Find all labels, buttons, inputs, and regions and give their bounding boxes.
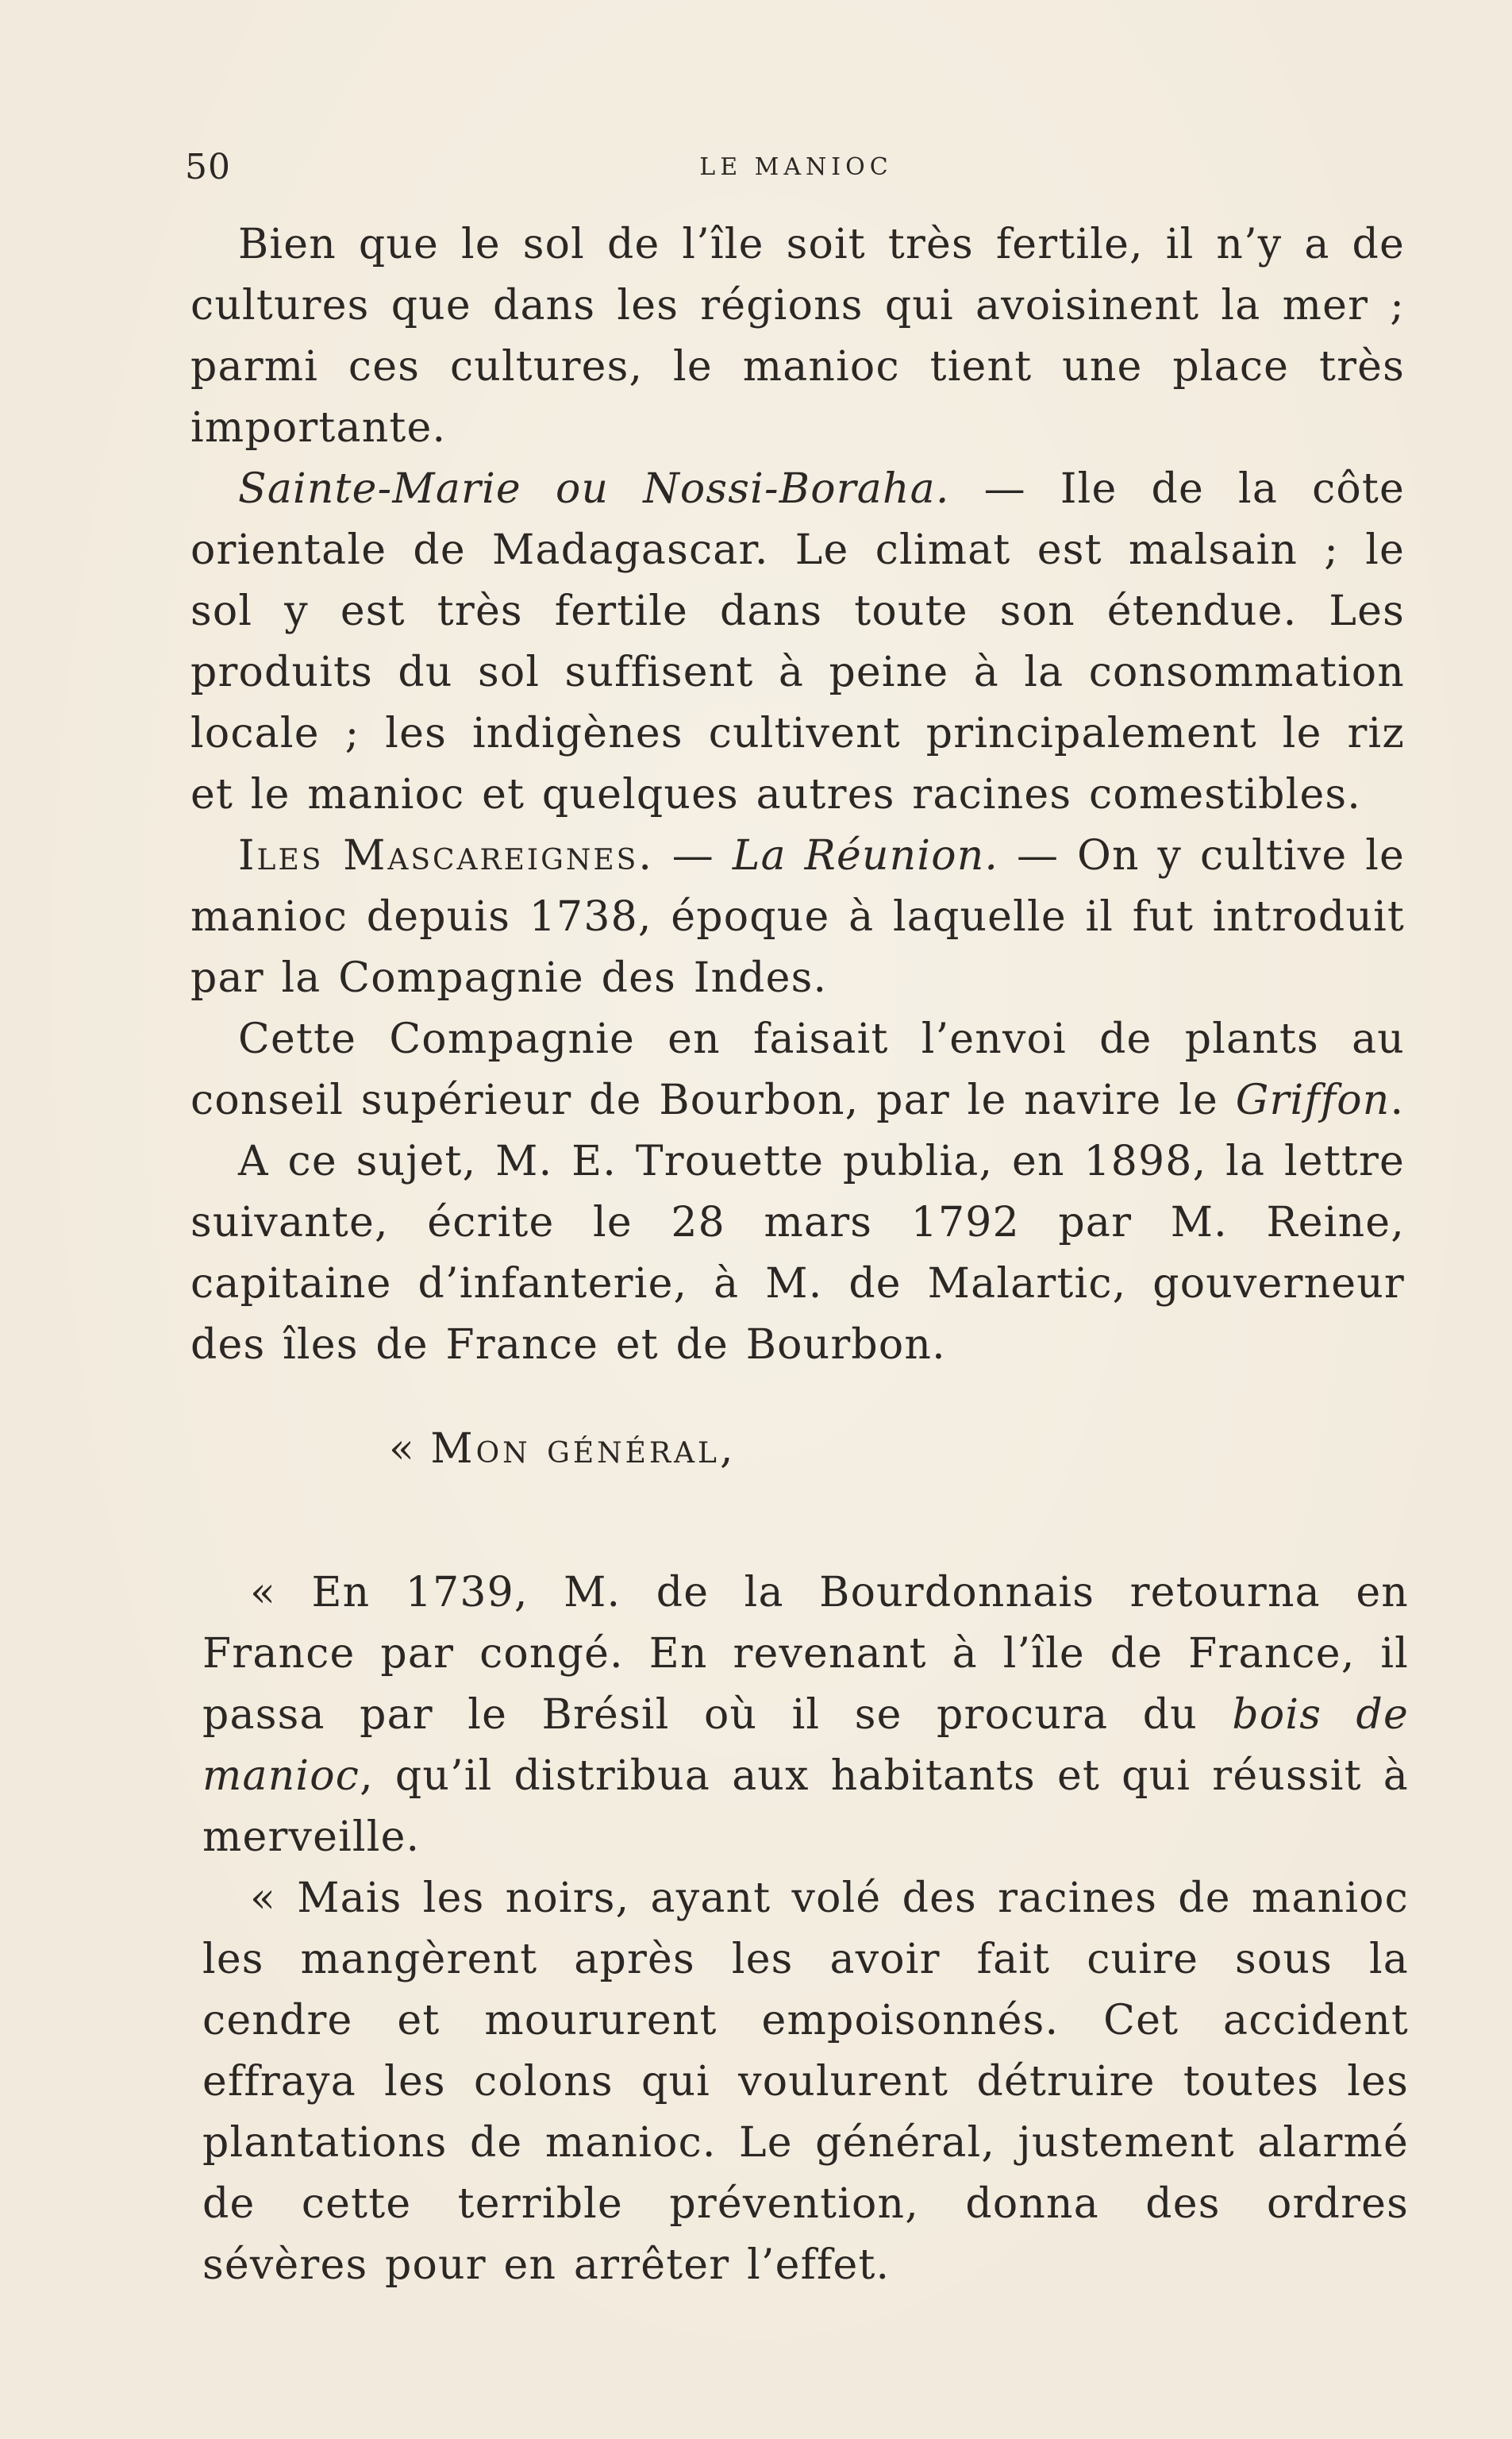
salutation-text: Mon général, [430,1425,737,1473]
letter-paragraph-bourdonnais-start: « En 1739, M. de la Bourdonnais retourna en France par congé. En revenant à l’île de France, il passa par le Brésil où il se procura du [202,1569,1409,1739]
period: . [1390,1077,1405,1124]
ship-name: Griffon [1235,1077,1391,1124]
running-title: LE MANIOC [699,153,893,181]
paragraph-compagnie [190,1009,1405,1131]
paragraph-trouette: A ce sujet, M. E. Trouette publia, en 1898, la lettre suivante, écrite le 28 mars 1792 par M. Reine, capitaine d’infanterie, à M. de Malartic, gouverneur des îles de France et de Bourbon. [190,1138,1405,1369]
paragraph-sainte-marie-text: — Ile de la côte orientale de Madagascar. Le climat est malsain ; le sol y est très fertile dans toute son étendue. Les produits du sol suffisent à peine à la consommation locale ; les indigènes cultivent principalement le riz et le manioc et quelques autres racines comestibles. [190,465,1405,819]
page-number: 50 [185,147,231,187]
paragraph-island-cultures: Bien que le sol de l’île soit très fertile, il n’y a de cultures que dans les régions qui avoisinent la mer ; parmi ces cultures, le manioc tient une place très importante. [190,221,1405,452]
letter-paragraph-noirs: « Mais les noirs, ayant volé des racines de manioc les mangèrent après les avoir fait cuire sous la cendre et moururent empoisonnés. Cet accident effraya les colons qui voulurent détruire toutes les plantations de manioc. Le général, justement alarmé de cette terrible prévention, donna des ordres sévères pour en arrêter l’effet. [202,1875,1409,2289]
page-header [185,147,1407,195]
dash: — [653,832,733,880]
body-text [190,214,1405,1376]
salutation-quote: « [389,1425,431,1473]
paragraph-reunion-text: — On y cultive le manioc depuis 1738, époque à laquelle il fut introduit par la Compagnie des Indes. [190,832,1405,1002]
section-heading-mascareignes: Iles Mascareignes. [238,832,654,880]
place-name-reunion: La Réunion. [732,832,999,880]
paragraph-compagnie-text: Cette Compagnie en faisait l’envoi de plants au conseil supérieur de Bourbon, par le navire le [190,1015,1405,1124]
paragraph-mascareignes [190,826,1405,1009]
letter-paragraph-bourdonnais-end: , qu’il distribua aux habitants et qui réussit à merveille. [202,1752,1409,1861]
letter-body [202,1562,1409,2296]
paragraph-sainte-marie [190,459,1405,826]
place-name-sainte-marie: Sainte-Marie ou Nossi-Boraha. [238,465,950,513]
letter-salutation [389,1425,737,1473]
letter-paragraph-bourdonnais [202,1562,1409,1868]
term-bois-de-manioc: bois de manioc [202,1691,1409,1800]
